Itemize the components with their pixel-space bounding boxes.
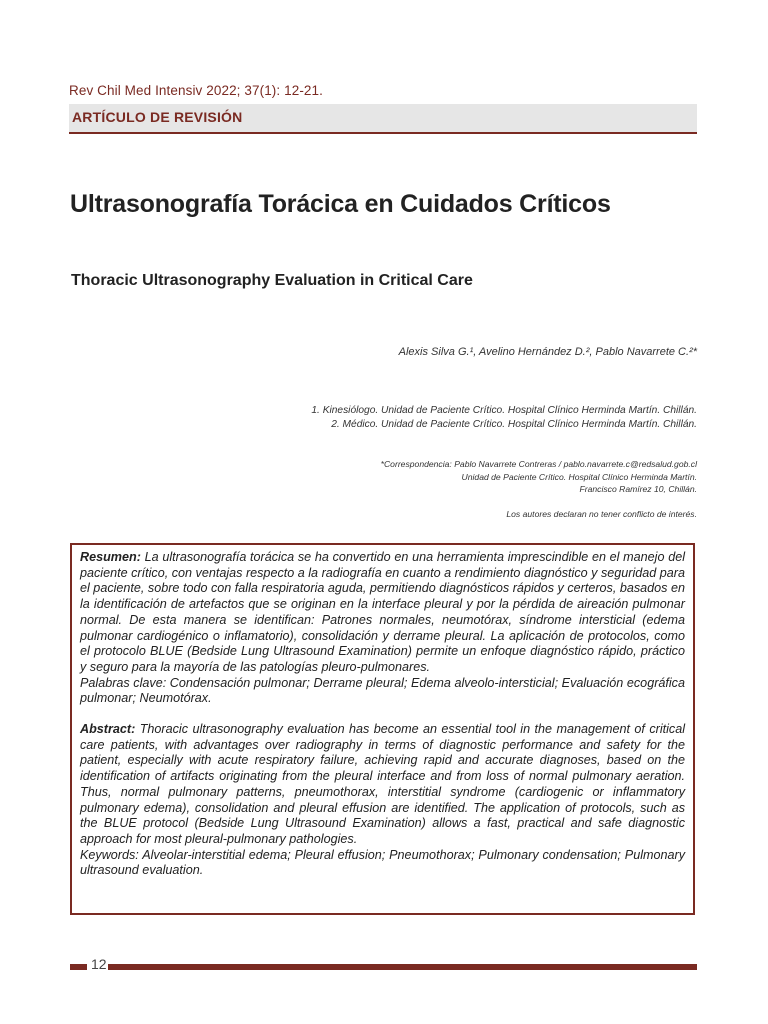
affiliation-2: 2. Médico. Unidad de Paciente Crítico. Hospital Clínico Herminda Martín. Chillán. (331, 419, 697, 430)
journal-citation: Rev Chil Med Intensiv 2022; 37(1): 12-21. (69, 83, 323, 98)
section-header-bar (69, 104, 697, 134)
article-subtitle: Thoracic Ultrasonography Evaluation in Critical Care (71, 272, 473, 289)
keywords-es: Palabras clave: Condensación pulmonar; Derrame pleural; Edema alveolo-intersticial; Evaluación ecográfica pulmonar; Neumotórax. (80, 675, 685, 706)
page-number: 12 (91, 956, 107, 972)
footer-accent (70, 964, 87, 970)
affiliation-1: 1. Kinesiólogo. Unidad de Paciente Crítico. Hospital Clínico Herminda Martín. Chillán. (311, 405, 697, 416)
abstract-box (70, 543, 695, 915)
abstract-es (80, 550, 685, 676)
correspondence (381, 458, 697, 496)
authors: Alexis Silva G.¹, Avelino Hernández D.², Pablo Navarrete C.²* (398, 346, 697, 358)
abstract-es-text: La ultrasonografía torácica se ha convertido en una herramienta imprescindible en el manejo del paciente crítico, con ventajas respecto a la radiografía en cuanto a rendimiento diagnóstico y seguridad para el paciente, sobre todo con falla respiratoria aguda, permitiendo diagnósticos rápidos y certeros, basados en la identificación de artefactos que se originan en la interface pleural y por la pérdida de aireación pulmonar normal. De esta manera se identifican: Patrones normales, neumotórax, síndrome intersticial (edema pulmonar cardiogénico o inflamatorio), consolidación y derrame pleural. La aplicación de protocolos, como el protocolo BLUE (Bedside Lung Ultrasound Examination) permite un enfoque diagnóstico rápido, práctico y seguro para la mayoría de las patologías pleuro-pulmonares. (80, 550, 686, 674)
abstract-en (80, 722, 685, 848)
conflict-of-interest: Los autores declaran no tener conflicto de interés. (506, 509, 697, 519)
article-title: Ultrasonografía Torácica en Cuidados Críticos (70, 190, 611, 218)
correspondence-line-1: *Correspondencia: Pablo Navarrete Contreras / pablo.navarrete.c@redsalud.gob.cl (380, 459, 697, 469)
footer-bar (108, 964, 697, 970)
correspondence-line-2: Unidad de Paciente Crítico. Hospital Clínico Herminda Martín. (461, 471, 697, 482)
abstract-es-label: Resumen: (80, 550, 141, 564)
section-label: ARTÍCULO DE REVISIÓN (72, 109, 243, 125)
abstract-en-text: Thoracic ultrasonography evaluation has become an essential tool in the management of critical care patients, with advantages over radiography in terms of diagnostic performance and safety for the patient, especially with acute respiratory failure, achieving rapid and accurate diagnoses, based on the identification of artifacts originating from the pleural interface and from loss of normal pulmonary aeration. Thus, normal pulmonary patterns, pneumothorax, interstitial syndrome (cardiogenic or inflammatory pulmonary edema), consolidation and pleural effusion are identified. The application of protocols, such as the BLUE protocol (Bedside Lung Ultrasound Examination) allows a fast, practical and safe diagnostic approach for most pleural-pulmonary pathologies. (80, 722, 686, 846)
affiliations (311, 404, 697, 432)
correspondence-line-3: Francisco Ramírez 10, Chillán. (579, 484, 697, 494)
keywords-en: Keywords: Alveolar-interstitial edema; Pleural effusion; Pneumothorax; Pulmonary condensation; Pulmonary ultrasound evaluation. (80, 847, 685, 878)
abstract-en-label: Abstract: (80, 722, 136, 737)
